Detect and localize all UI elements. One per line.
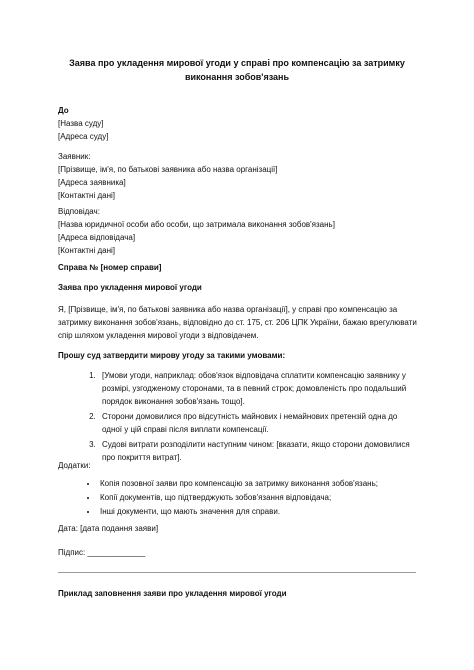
signature-line: Підпис: _____________ bbox=[58, 548, 146, 557]
attachment-item: • Копії документів, що підтверджують зобов'язання відповідача; bbox=[98, 491, 418, 504]
respondent-address: [Адреса відповідача] bbox=[58, 233, 136, 242]
conditions-list bbox=[58, 369, 418, 464]
example-heading: Приклад заповнення заяви про укладення мирової угоди bbox=[58, 589, 287, 598]
respondent-label: Відповідач: bbox=[58, 207, 100, 216]
applicant-label: Заявник: bbox=[58, 152, 91, 161]
intro-paragraph: Я, [Прізвище, ім'я, по батькові заявника або назва організації], у справі про компенсацію за затримку виконання зобов'язань, відповідно до ст. 175, ст. 206 ЦПК України, бажаю врегулювати спір шляхом укладення мирової угоди з відповідачем. bbox=[58, 305, 417, 340]
attachments-list bbox=[58, 477, 418, 518]
request-heading: Прошу суд затвердити мирову угоду за такими умовами: bbox=[58, 351, 286, 360]
respondent-name: [Назва юридичної особи або особи, що затримала виконання зобов'язань] bbox=[58, 220, 335, 229]
condition-item: 3. Судові витрати розподілити наступним чином: [вказати, якщо сторони домовилися про покриття витрат]. bbox=[98, 438, 418, 464]
court-name: [Назва суду] bbox=[58, 119, 104, 128]
applicant-name: [Прізвище, ім'я, по батькові заявника або назва організації] bbox=[58, 165, 278, 174]
condition-item: 1. [Умови угоди, наприклад: обов'язок відповідача сплатити компенсацію заявнику у розмірі, узгодженому сторонами, та в певний строк; домовленість про подальший порядок виконання зобов'язань тощо]. bbox=[98, 369, 418, 408]
attachment-item: • Інші документи, що мають значення для справи. bbox=[98, 505, 418, 518]
document-title: Заява про укладення мирової угоди у справі про компенсацію за затримку виконання зобов'язань bbox=[69, 58, 405, 82]
attachment-item: • Копія позовної заяви про компенсацію за затримку виконання зобов'язань; bbox=[98, 477, 418, 490]
respondent-contacts: [Контактні дані] bbox=[58, 246, 115, 255]
section-divider bbox=[58, 572, 416, 573]
applicant-block bbox=[58, 150, 418, 202]
recipient-block bbox=[58, 104, 418, 143]
attachments-label: Додатки: bbox=[58, 461, 91, 470]
date-line: Дата: [дата подання заяви] bbox=[58, 524, 159, 533]
respondent-block bbox=[58, 205, 418, 257]
court-address: [Адреса суду] bbox=[58, 132, 109, 141]
subject-heading: Заява про укладення мирової угоди bbox=[58, 283, 202, 292]
applicant-address: [Адреса заявника] bbox=[58, 178, 126, 187]
recipient-label: До bbox=[58, 106, 69, 115]
attachments-block bbox=[58, 477, 418, 519]
conditions-block bbox=[58, 369, 418, 466]
condition-item: 2. Сторони домовилися про відсутність майнових і немайнових претензій одна до одної у цій справі після виплати компенсації. bbox=[98, 410, 418, 436]
case-number: Справа № [номер справи] bbox=[58, 263, 162, 272]
applicant-contacts: [Контактні дані] bbox=[58, 191, 115, 200]
